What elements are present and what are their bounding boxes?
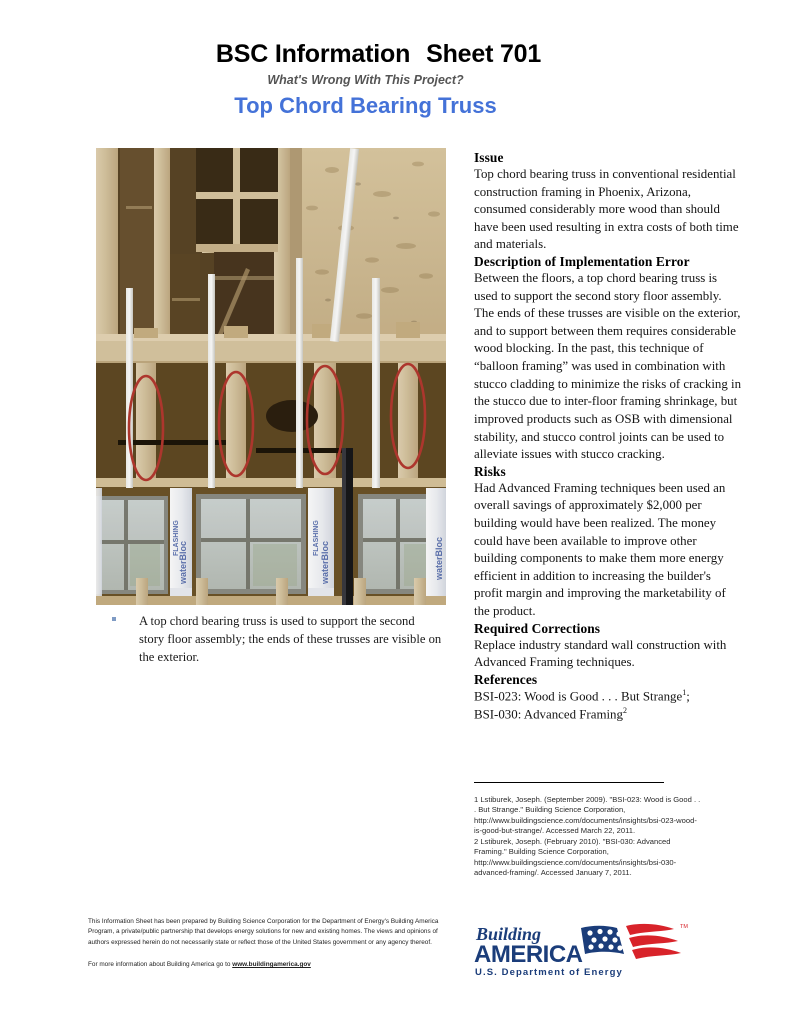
section-heading: Risks: [474, 463, 506, 479]
header-title-main: BSC Information: [215, 40, 411, 68]
section-issue: [474, 150, 742, 254]
footer-more-info-text: For more information about Building America go to: [88, 961, 233, 968]
footnote-line: 1 Lstiburek, Joseph. (September 2009). "BSI-023: Wood is Good . . . But Strange." Building Science Corporation,: [474, 795, 701, 815]
references-body: [474, 688, 742, 724]
section-required-corrections: [474, 621, 742, 672]
logo-flag-stars: [581, 926, 624, 954]
header-title-row: [0, 40, 791, 69]
reference-1-suffix: ;: [686, 689, 690, 704]
svg-text:waterBloc: waterBloc: [178, 540, 188, 584]
section-heading: Required Corrections: [474, 620, 601, 636]
reference-1-marker: 1: [682, 687, 687, 697]
project-photo: [96, 148, 446, 605]
reference-2-text: BSI-030: Advanced Framing: [474, 707, 623, 722]
document-header: [0, 40, 791, 119]
content-column: [474, 150, 742, 724]
header-sheet-number: Sheet 701: [426, 40, 542, 68]
photo-caption: [112, 613, 442, 667]
photo-illustration: [96, 148, 446, 605]
reference-2-marker: 2: [622, 705, 627, 715]
logo-flag-stripes: [626, 924, 681, 959]
section-description-of-implementation-error: [474, 254, 742, 464]
svg-text:waterBloc: waterBloc: [434, 536, 444, 580]
svg-text:waterBloc: waterBloc: [320, 540, 330, 584]
svg-text:FLASHING: FLASHING: [313, 520, 320, 556]
bullet-icon: [112, 617, 116, 621]
building-america-logo-graphic: [474, 920, 719, 980]
logo-word-building: Building: [476, 924, 542, 944]
footnote-line: http://www.buildingscience.com/documents/insights/bsi-030-advanced-framing/. Accessed January 7, 2011.: [474, 857, 677, 878]
section-body: Top chord bearing truss in conventional residential construction framing in Phoenix, Arizona, consumed considerably more wood than should have been used resulting in extra costs of both time and materials.: [474, 167, 739, 252]
footnote-line: 2 Lstiburek, Joseph. (February 2010). "BSI-030: Advanced Framing." Building Science Corporation,: [474, 836, 671, 857]
section-body: Had Advanced Framing techniques been used an overall savings of approximately $2,000 per building would have been realized. The money could have been available to improve other building components to make them more energy efficient in addition to increasing the builder's profit margin and improving the marketability of the product.: [474, 480, 726, 619]
footnote-divider: [474, 782, 664, 783]
header-subtitle: What's Wrong With This Project?: [267, 73, 464, 87]
reference-1-text: BSI-023: Wood is Good . . . But Strange: [474, 689, 683, 704]
logo-trademark: TM: [680, 924, 688, 930]
footer-disclaimer: This Information Sheet has been prepared by Building Science Corporation for the Department of Energy's Building America Program, a private/public partnership that develops energy solutions for new and existing homes. The views and opinions of authors expressed herein do not necessarily state or reflect those of the United States government or any agency thereof.: [88, 918, 439, 946]
photo-caption-text: A top chord bearing truss is used to support the second story floor assembly; the ends of these trusses are visible on the exterior.: [139, 614, 442, 664]
building-america-logo: [474, 920, 719, 980]
section-body: Replace industry standard wall construction with Advanced Framing techniques.: [474, 637, 727, 670]
building-america-link[interactable]: www.buildingamerica.gov: [232, 961, 311, 968]
section-heading: References: [474, 671, 538, 687]
svg-text:FLASHING: FLASHING: [173, 520, 180, 556]
logo-tagline: U.S. Department of Energy: [475, 967, 623, 978]
section-references: [474, 672, 742, 724]
section-heading: Description of Implementation Error: [474, 254, 690, 270]
footer-more-info: [88, 961, 458, 968]
footnotes: [474, 795, 702, 879]
section-risks: [474, 464, 742, 621]
section-body: Between the floors, a top chord bearing truss is used to support the second story floor assembly. The ends of these trusses are visible on the exterior, and to support between them requires considerable wood blocking. In the past, this technique of “balloon framing” was used in combination with stucco cladding to minimize the risks of cracking in the stucco due to inter-floor framing shrinkage, but improved products such as OSB with dimensional stability, and stucco control joints can be used to alleviate issues with stucco cracking.: [474, 271, 742, 462]
section-heading: Issue: [474, 150, 504, 165]
footnote-line: http://www.buildingscience.com/documents/insights/bsi-023-wood-is-good-but-strange/. Accessed March 22, 2011.: [474, 815, 697, 836]
logo-word-america: AMERICA: [474, 941, 583, 968]
page-title: Top Chord Bearing Truss: [234, 93, 497, 118]
